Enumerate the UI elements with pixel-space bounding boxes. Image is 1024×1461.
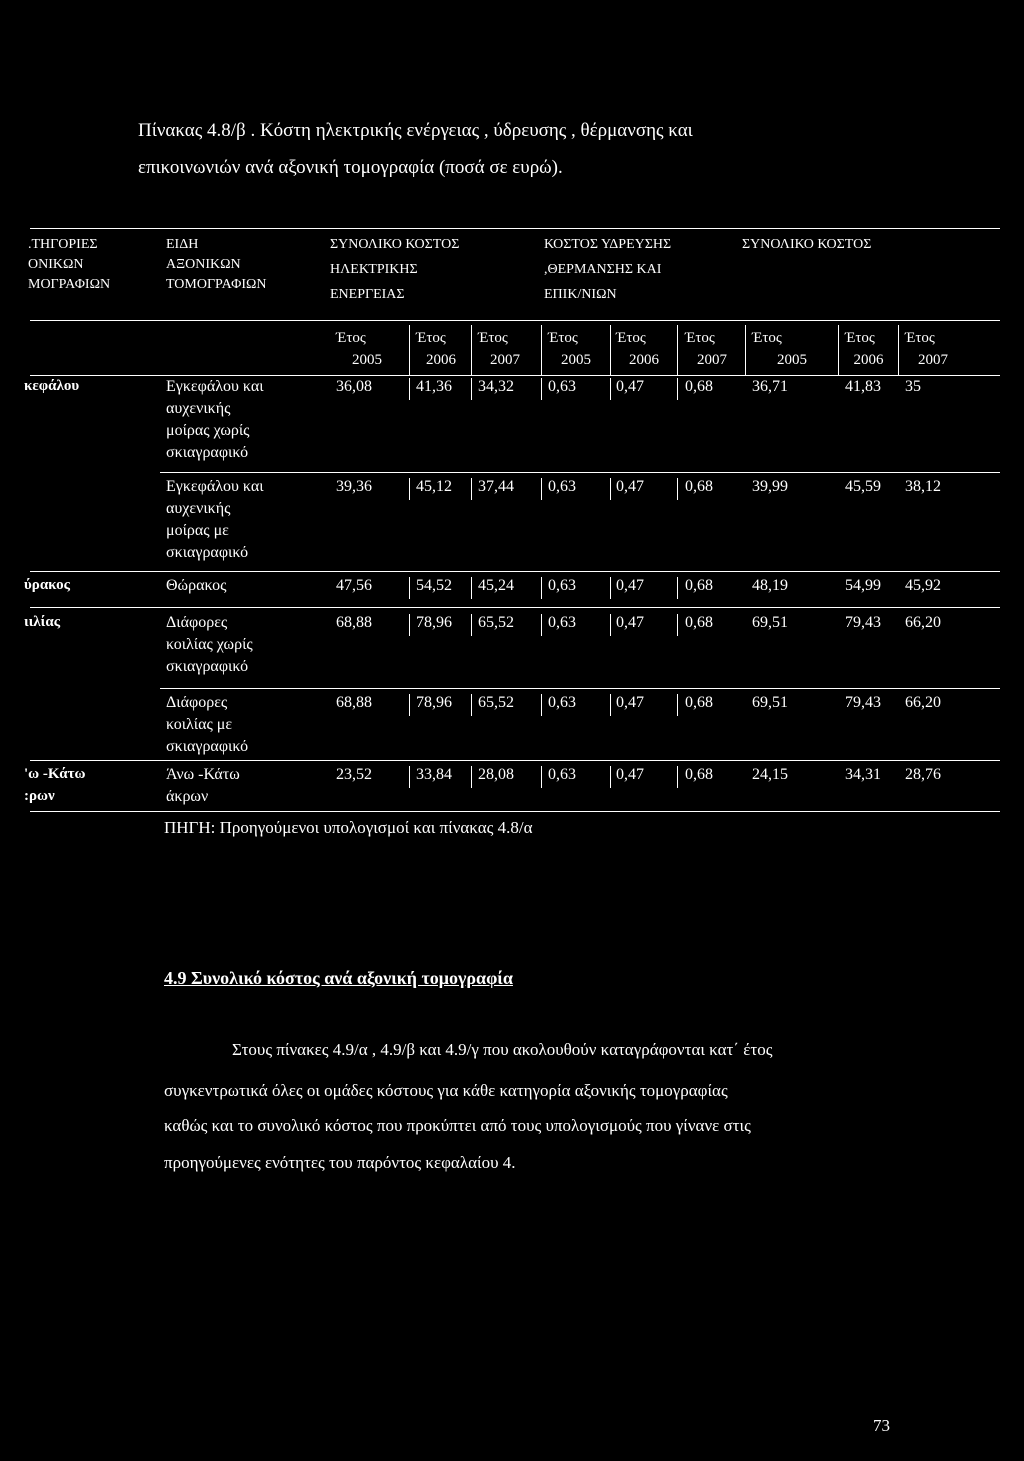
table-column-rule bbox=[541, 478, 542, 500]
header-types-line: ΕΙΔΗ bbox=[166, 237, 199, 252]
row-value: 66,20 bbox=[905, 614, 941, 631]
row-value: 28,08 bbox=[478, 766, 514, 783]
row-value: 35 bbox=[905, 378, 921, 395]
table-column-rule bbox=[471, 577, 472, 599]
year-label: Έτος bbox=[416, 330, 446, 346]
row-value: 48,19 bbox=[752, 577, 788, 594]
table-column-rule bbox=[677, 577, 678, 599]
section-heading: 4.9 Συνολικό κόστος ανά αξονική τομογραφία bbox=[164, 968, 513, 988]
row-value: 0,63 bbox=[548, 614, 576, 631]
year-value: 2007 bbox=[918, 352, 948, 368]
row-value: 0,68 bbox=[685, 577, 713, 594]
row-type: σκιαγραφικό bbox=[166, 738, 249, 755]
table-column-rule bbox=[541, 378, 542, 400]
year-label: Έτος bbox=[685, 330, 715, 346]
row-rule bbox=[30, 607, 1000, 608]
row-value: 45,12 bbox=[416, 478, 452, 495]
row-rule bbox=[30, 760, 1000, 761]
header-types-line: ΤΟΜΟΓΡΑΦΙΩΝ bbox=[166, 277, 267, 292]
row-category: ύρακος bbox=[24, 577, 70, 593]
year-value: 2006 bbox=[426, 352, 456, 368]
table-column-rule bbox=[471, 325, 472, 375]
table-column-rule bbox=[610, 325, 611, 375]
row-value: 0,68 bbox=[685, 378, 713, 395]
paragraph-line-1: Στους πίνακες 4.9/α , 4.9/β και 4.9/γ που ακολουθούν καταγράφονται κατ΄ έτος bbox=[232, 1040, 773, 1059]
row-value: 36,08 bbox=[336, 378, 372, 395]
table-column-rule bbox=[677, 378, 678, 400]
row-value: 66,20 bbox=[905, 694, 941, 711]
row-value: 0,68 bbox=[685, 766, 713, 783]
row-value: 68,88 bbox=[336, 614, 372, 631]
table-column-rule bbox=[471, 766, 472, 788]
table-column-rule bbox=[471, 694, 472, 716]
table-column-rule bbox=[409, 577, 410, 599]
row-type: αυχενικής bbox=[166, 400, 231, 417]
header-water-line: ΕΠΙΚ/ΝΙΩΝ bbox=[544, 287, 617, 302]
row-value: 0,63 bbox=[548, 577, 576, 594]
table-column-rule bbox=[541, 577, 542, 599]
year-value: 2005 bbox=[777, 352, 807, 368]
table-column-rule bbox=[610, 378, 611, 400]
table-column-rule bbox=[677, 766, 678, 788]
row-value: 54,52 bbox=[416, 577, 452, 594]
table-column-rule bbox=[409, 614, 410, 636]
table-column-rule bbox=[838, 325, 839, 375]
year-value: 2006 bbox=[629, 352, 659, 368]
row-value: 45,24 bbox=[478, 577, 514, 594]
table-column-rule bbox=[677, 614, 678, 636]
header-electric-line: ΗΛΕΚΤΡΙΚΗΣ bbox=[330, 262, 418, 277]
table-caption-line-1: Πίνακας 4.8/β . Κόστη ηλεκτρικής ενέργειας , ύδρευσης , θέρμανσης και bbox=[138, 120, 693, 141]
header-electric-line: ΣΥΝΟΛΙΚΟ ΚΟΣΤΟΣ bbox=[330, 237, 460, 252]
row-type: άκρων bbox=[166, 788, 209, 805]
row-value: 24,15 bbox=[752, 766, 788, 783]
row-value: 79,43 bbox=[845, 614, 881, 631]
row-value: 0,63 bbox=[548, 478, 576, 495]
row-value: 33,84 bbox=[416, 766, 452, 783]
row-type: αυχενικής bbox=[166, 500, 231, 517]
row-value: 0,47 bbox=[616, 378, 644, 395]
row-value: 68,88 bbox=[336, 694, 372, 711]
row-value: 65,52 bbox=[478, 694, 514, 711]
row-category: ιιλίας bbox=[24, 614, 61, 630]
header-categories-line: ΟΝΙΚΩΝ bbox=[28, 257, 84, 272]
header-bottom-rule bbox=[30, 320, 1000, 321]
year-value: 2006 bbox=[853, 352, 884, 368]
table-column-rule bbox=[471, 378, 472, 400]
row-type: Εγκεφάλου και bbox=[166, 478, 264, 495]
row-type: κοιλίας με bbox=[166, 716, 233, 733]
row-value: 78,96 bbox=[416, 614, 452, 631]
header-water-line: ,ΘΕΡΜΑΝΣΗΣ ΚΑΙ bbox=[544, 262, 662, 277]
row-rule bbox=[160, 688, 1000, 689]
table-column-rule bbox=[541, 614, 542, 636]
row-value: 0,68 bbox=[685, 478, 713, 495]
row-value: 39,36 bbox=[336, 478, 372, 495]
row-value: 0,63 bbox=[548, 694, 576, 711]
row-category: κεφάλου bbox=[24, 378, 80, 394]
table-column-rule bbox=[677, 325, 678, 375]
row-type: Άνω -Κάτω bbox=[166, 766, 240, 783]
paragraph-line-3: καθώς και το συνολικό κόστος που προκύπτει από τους υπολογισμούς που γίνανε στις bbox=[164, 1116, 751, 1135]
header-water-line: ΚΟΣΤΟΣ ΥΔΡΕΥΣΗΣ bbox=[544, 237, 672, 252]
row-value: 0,47 bbox=[616, 614, 644, 631]
row-value: 69,51 bbox=[752, 614, 788, 631]
row-type: Διάφορες bbox=[166, 614, 228, 631]
table-column-rule bbox=[471, 614, 472, 636]
row-type: Διάφορες bbox=[166, 694, 228, 711]
header-electric-line: ΕΝΕΡΓΕΙΑΣ bbox=[330, 287, 405, 302]
page-number: 73 bbox=[873, 1416, 890, 1435]
table-caption-line-2: επικοινωνιών ανά αξονική τομογραφία (ποσά σε ευρώ). bbox=[138, 157, 563, 178]
table-column-rule bbox=[610, 478, 611, 500]
year-label: Έτος bbox=[752, 330, 782, 346]
table-bottom-rule bbox=[30, 811, 1000, 812]
header-categories-line: .ΤΗΓΟΡΙΕΣ bbox=[28, 237, 98, 252]
row-rule bbox=[160, 472, 1000, 473]
year-value: 2007 bbox=[697, 352, 727, 368]
year-label: Έτος bbox=[616, 330, 646, 346]
row-value: 0,47 bbox=[616, 478, 644, 495]
year-label: Έτος bbox=[478, 330, 508, 346]
row-type: Εγκεφάλου και bbox=[166, 378, 264, 395]
row-type: μοίρας με bbox=[166, 522, 229, 539]
row-value: 36,71 bbox=[752, 378, 788, 395]
year-label: Έτος bbox=[845, 330, 875, 346]
row-value: 23,52 bbox=[336, 766, 372, 783]
row-value: 34,31 bbox=[845, 766, 881, 783]
row-value: 65,52 bbox=[478, 614, 514, 631]
row-type: σκιαγραφικό bbox=[166, 658, 249, 675]
table-column-rule bbox=[610, 766, 611, 788]
row-value: 78,96 bbox=[416, 694, 452, 711]
table-column-rule bbox=[898, 325, 899, 375]
table-column-rule bbox=[610, 614, 611, 636]
year-label: Έτος bbox=[905, 330, 935, 346]
table-column-rule bbox=[610, 694, 611, 716]
row-value: 45,92 bbox=[905, 577, 941, 594]
table-source: ΠΗΓΗ: Προηγούμενοι υπολογισμοί και πίνακας 4.8/α bbox=[164, 818, 533, 837]
row-value: 34,32 bbox=[478, 378, 514, 395]
row-value: 0,63 bbox=[548, 378, 576, 395]
row-value: 47,56 bbox=[336, 577, 372, 594]
row-type: μοίρας χωρίς bbox=[166, 422, 250, 439]
row-value: 69,51 bbox=[752, 694, 788, 711]
row-value: 28,76 bbox=[905, 766, 941, 783]
row-type: Θώρακος bbox=[166, 577, 227, 594]
table-column-rule bbox=[541, 694, 542, 716]
table-column-rule bbox=[409, 694, 410, 716]
table-column-rule bbox=[409, 325, 410, 375]
row-category: :ρων bbox=[24, 788, 55, 804]
table-column-rule bbox=[541, 766, 542, 788]
year-label: Έτος bbox=[548, 330, 578, 346]
row-value: 0,63 bbox=[548, 766, 576, 783]
row-rule bbox=[30, 571, 1000, 572]
row-value: 79,43 bbox=[845, 694, 881, 711]
header-categories-line: ΜΟΓΡΑΦΙΩΝ bbox=[28, 277, 111, 292]
row-type: σκιαγραφικό bbox=[166, 544, 249, 561]
row-value: 0,68 bbox=[685, 614, 713, 631]
row-value: 41,36 bbox=[416, 378, 452, 395]
row-value: 38,12 bbox=[905, 478, 941, 495]
table-top-rule bbox=[30, 228, 1000, 229]
year-label: Έτος bbox=[336, 330, 366, 346]
row-value: 45,59 bbox=[845, 478, 881, 495]
row-value: 0,68 bbox=[685, 694, 713, 711]
year-value: 2007 bbox=[490, 352, 520, 368]
row-value: 54,99 bbox=[845, 577, 881, 594]
row-value: 0,47 bbox=[616, 766, 644, 783]
year-value: 2005 bbox=[352, 352, 382, 368]
table-column-rule bbox=[610, 577, 611, 599]
table-column-rule bbox=[745, 325, 746, 375]
paragraph-line-4: προηγούμενες ενότητες του παρόντος κεφαλαίου 4. bbox=[164, 1153, 516, 1172]
table-column-rule bbox=[409, 766, 410, 788]
row-value: 0,47 bbox=[616, 694, 644, 711]
table-column-rule bbox=[471, 478, 472, 500]
table-column-rule bbox=[409, 378, 410, 400]
header-total-line: ΣΥΝΟΛΙΚΟ ΚΟΣΤΟΣ bbox=[742, 237, 872, 252]
row-category: 'ω -Κάτω bbox=[24, 766, 86, 782]
row-value: 41,83 bbox=[845, 378, 881, 395]
row-value: 37,44 bbox=[478, 478, 514, 495]
row-value: 0,47 bbox=[616, 577, 644, 594]
paragraph-line-2: συγκεντρωτικά όλες οι ομάδες κόστους για κάθε κατηγορία αξονικής τομογραφίας bbox=[164, 1081, 728, 1100]
header-types-line: ΑΞΟΝΙΚΩΝ bbox=[166, 257, 241, 272]
row-type: κοιλίας χωρίς bbox=[166, 636, 253, 653]
row-type: σκιαγραφικό bbox=[166, 444, 249, 461]
table-column-rule bbox=[409, 478, 410, 500]
table-column-rule bbox=[677, 478, 678, 500]
year-row-rule bbox=[30, 375, 1000, 376]
table-column-rule bbox=[677, 694, 678, 716]
row-value: 39,99 bbox=[752, 478, 788, 495]
table-column-rule bbox=[541, 325, 542, 375]
year-value: 2005 bbox=[561, 352, 591, 368]
